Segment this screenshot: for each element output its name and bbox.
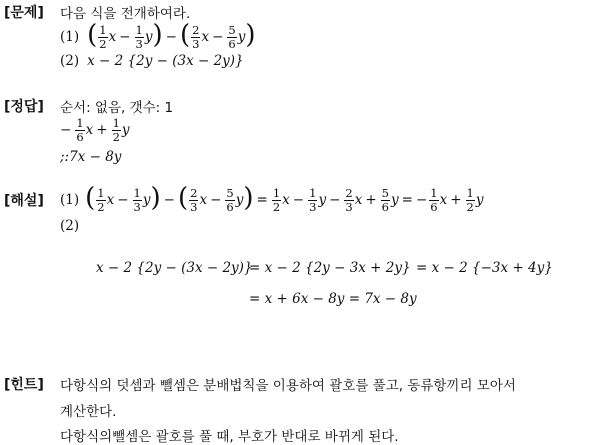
problem-item-1 [60,20,256,54]
hint-label: [힌트] [4,377,44,393]
problem-item-1-expression: ( $\frac{1}{2}$ x − $\frac{1}{3}$ y ) − ( $\frac{2}{3}$ x − $\frac{5}{6}$ y ) [87,20,256,51]
explanation-eq1-step1: = x − 2 {2y − 3x + 2y} [249,260,411,276]
explanation-eq2: = x + 6x − 8y = 7x − 8y [249,291,417,307]
answer-label: [정답] [4,99,44,115]
problem-item-2-number: (2) [60,53,80,69]
explanation-eq1-step2: = x − 2 {−3x + 4y} [416,260,553,276]
explanation-item-2-number: (2) [60,218,80,234]
problem-item-1-number: (1) [60,29,80,45]
explanation-eq1-lhs: x − 2 {2y − (3x − 2y)} [96,260,253,276]
explanation-label: [해설] [4,193,44,209]
explanation-item-1-number: (1) [60,192,80,208]
hint-line-3: 다항식의뺄셈은 괄호를 풀 때, 부호가 반대로 바뀌게 된다. [60,429,399,445]
problem-item-2 [60,53,244,69]
hint-line-2: 계산한다. [60,404,117,420]
answer-meta: 순서: 없음, 갯수: 1 [60,100,174,116]
answer-expression: − $\frac{1}{6}$ x + $\frac{1}{2}$ y [60,116,130,144]
answer-line-3: ;:7x − 8y [60,149,122,165]
explanation-item-1-expression: ( $\frac{1}{2}$ x − $\frac{1}{3}$ y ) − ( $\frac{2}{3}$ x − $\frac{5}{6}$ y ) = $\frac{1}{2}$ x − $\frac{1}{3}$ y − $\frac{2}{3}$ x + $\frac{5}{6}$ y = − $\frac{1}{6}$ x + $\frac{1}{2}$ y [85,183,484,214]
problem-label: [문제] [4,5,44,21]
explanation-item-1 [60,182,483,218]
hint-line-1: 다항식의 덧셈과 뺄셈은 분배법칙을 이용하여 괄호를 풀고, 동류항끼리 모아서 [60,378,516,394]
problem-instruction: 다음 식을 전개하여라. [60,6,191,22]
problem-item-2-expression: x − 2 {2y − (3x − 2y)} [87,53,244,69]
